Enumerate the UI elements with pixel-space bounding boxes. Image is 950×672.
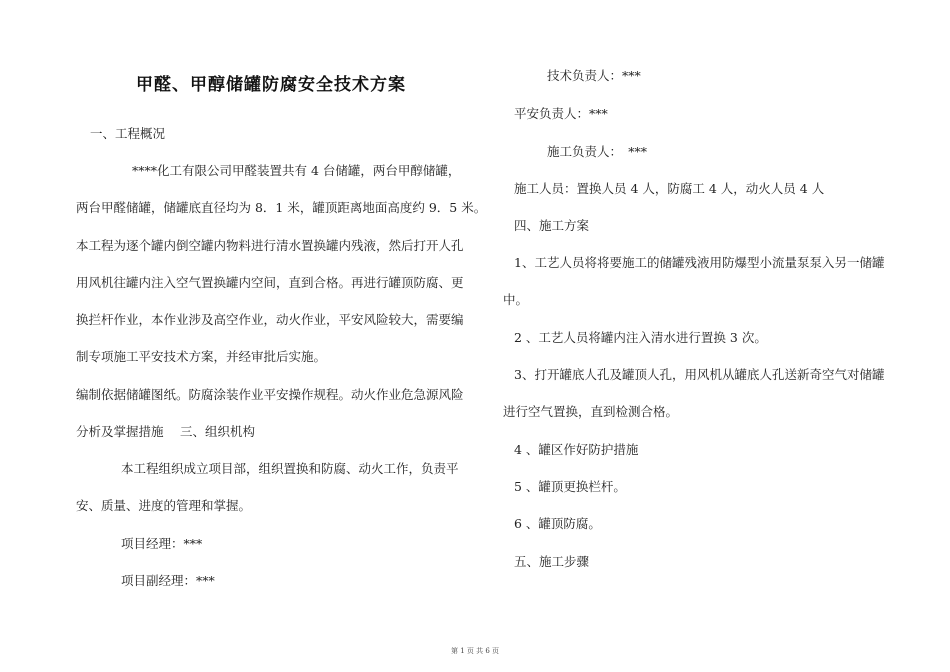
section-heading-steps: 五、施工步骤 [514, 554, 590, 569]
plan-step-2: 2 、工艺人员将罐内注入清水进行置换 3 次。 [514, 330, 767, 345]
plan-step-3: 3、打开罐底人孔及罐顶人孔，用风机从罐底人孔送新奇空气对储罐 [514, 367, 885, 382]
paragraph-line: 编制依据储罐图纸。防腐涂装作业平安操作规程。动火作业危急源风险 [76, 387, 464, 402]
safety-lead-line: 平安负责人：*** [514, 106, 608, 121]
tech-lead-line: 技术负责人：*** [547, 68, 641, 83]
project-manager-line: 项目经理：*** [121, 536, 203, 551]
paragraph-line: 用风机往罐内注入空气置换罐内空间，直到合格。再进行罐顶防腐、更 [76, 275, 464, 290]
section-heading-plan: 四、施工方案 [514, 218, 590, 233]
paragraph-line: 本工程组织成立项目部，组织置换和防腐、动火工作，负责平 [121, 461, 459, 476]
paragraph-line: 本工程为逐个罐内倒空罐内物料进行清水置换罐内残液，然后打开人孔 [76, 238, 464, 253]
paragraph-line: 制专项施工平安技术方案，并经审批后实施。 [76, 349, 327, 364]
paragraph-line: 两台甲醛储罐，储罐底直径均为 8．1 米，罐顶距离地面高度约 9．5 米。 [76, 200, 487, 215]
plan-step-4: 4 、罐区作好防护措施 [514, 442, 639, 457]
paragraph-line: 安、质量、进度的管理和掌握。 [76, 498, 252, 513]
section-heading-overview: 一、工程概况 [90, 126, 166, 141]
page-footer: 第 1 页 共 6 页 [450, 647, 500, 655]
workers-line: 施工人员：置换人员 4 人，防腐工 4 人，动火人员 4 人 [514, 181, 825, 196]
deputy-manager-line: 项目副经理：*** [121, 573, 215, 588]
plan-step-6: 6 、罐顶防腐。 [514, 516, 601, 531]
plan-step-3-cont: 进行空气置换，直到检测合格。 [503, 404, 679, 419]
paragraph-line: 分析及掌握措施 三、组织机构 [76, 424, 255, 439]
paragraph-line: 换拦杆作业，本作业涉及高空作业，动火作业，平安风险较大，需要编 [76, 312, 464, 327]
construction-lead-line: 施工负责人： *** [547, 144, 648, 159]
document-title: 甲醛、甲醇储罐防腐安全技术方案 [136, 75, 406, 95]
plan-step-5: 5 、罐顶更换栏杆。 [514, 479, 626, 494]
plan-step-1-cont: 中。 [503, 292, 529, 307]
plan-step-1: 1、工艺人员将将要施工的储罐残液用防爆型小流量泵泵入另一储罐 [514, 255, 885, 270]
paragraph-line: ****化工有限公司甲醛装置共有 4 台储罐，两台甲醇储罐， [132, 163, 461, 178]
